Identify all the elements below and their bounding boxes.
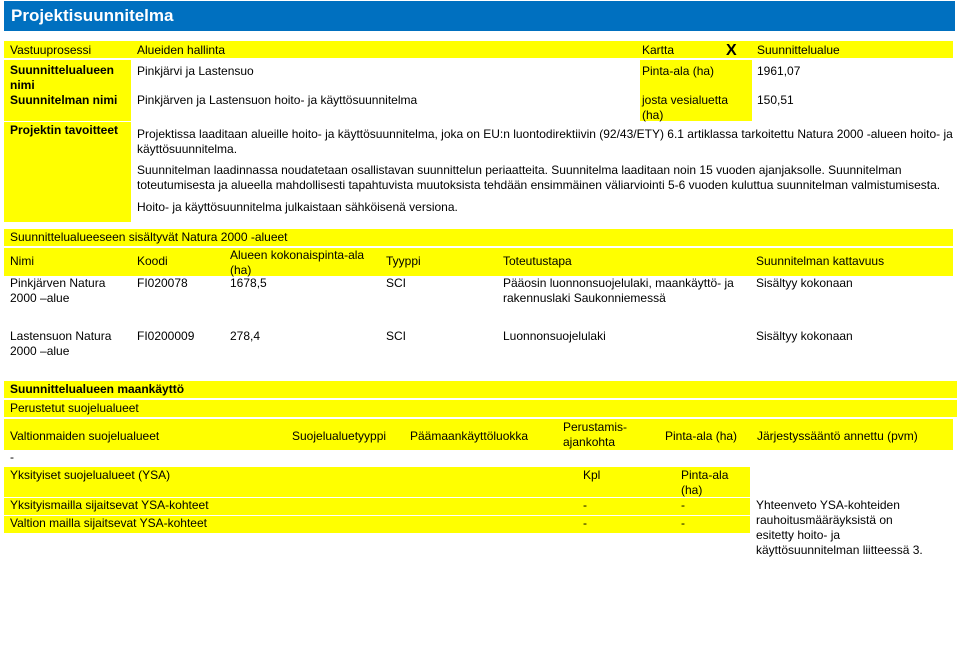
objectives-label: Projektin tavoitteet <box>10 123 119 137</box>
vastuuprosessi-label: Vastuuprosessi <box>10 43 92 57</box>
natura-row1-koodi: FI020078 <box>137 276 188 290</box>
natura-row1-ala: 1678,5 <box>230 276 267 290</box>
plan-name-label: Suunnitelman nimi <box>10 93 118 107</box>
landuse-section-label: Suunnittelualueen maankäyttö <box>4 381 957 398</box>
pinta-ala-value: 1961,07 <box>757 64 801 78</box>
established-label: Perustetut suojelualueet <box>4 400 957 417</box>
kartta-label: Kartta <box>642 43 675 57</box>
vesialue-label: josta vesialuetta (ha) <box>642 93 729 122</box>
natura-section-label: Suunnittelualueeseen sisältyvät Natura 2000 -alueet <box>10 230 288 244</box>
vesialue-value: 150,51 <box>757 93 794 107</box>
suunnittelualue-label: Suunnittelualue <box>757 43 840 57</box>
natura-row1-nimi: Pinkjärven Natura 2000 –alue <box>10 276 106 305</box>
landuse-header-jarjestyssaanto: Järjestyssääntö annettu (pvm) <box>757 429 918 443</box>
area-name-label: Suunnittelualueen nimi <box>10 63 115 92</box>
landuse-header-pinta-ala: Pinta-ala (ha) <box>665 429 738 443</box>
state-protected-value: - <box>10 450 14 464</box>
natura-header-koodi: Koodi <box>137 254 168 268</box>
landuse-header-paamaankaytto: Päämaankäyttöluokka <box>410 429 529 443</box>
natura-row2-nimi: Lastensuon Natura 2000 –alue <box>10 329 112 358</box>
objectives-paragraph-1: Projektissa laaditaan alueille hoito- ja käyttösuunnitelma, joka on EU:n luontodirektiivin (92/43/ETY) 6.1 artiklassa tarkoitettu Natura 2000 -alueen hoito- ja käyttösuunnitelma. <box>137 127 953 156</box>
natura-header-toteutus: Toteutustapa <box>503 254 572 268</box>
ysa-header-label: Yksityiset suojelualueet (YSA) <box>10 468 171 482</box>
natura-row1-kattavuus: Sisältyy kokonaan <box>756 276 853 290</box>
natura-header-tyyppi: Tyyppi <box>386 254 421 268</box>
natura-row2-toteutus: Luonnonsuojelulaki <box>503 329 606 343</box>
ysa-row2-kpl: - <box>583 516 587 530</box>
natura-header-ala: Alueen kokonaispinta-ala (ha) <box>230 248 365 277</box>
ysa-row1-ala: - <box>681 498 685 512</box>
ysa-note: Yhteenveto YSA-kohteiden rauhoitusmääräyksistä on esitetty hoito- ja käyttösuunnitelman liitteessä 3. <box>756 498 923 557</box>
ysa-area-label: Pinta-ala (ha) <box>681 468 729 497</box>
natura-header-kattavuus: Suunnitelman kattavuus <box>756 254 885 268</box>
objectives-paragraph-3: Hoito- ja käyttösuunnitelma julkaistaan sähköisenä versiona. <box>137 200 458 214</box>
kartta-check-mark: X <box>726 42 737 59</box>
vastuuprosessi-value: Alueiden hallinta <box>137 43 226 57</box>
ysa-kpl-label: Kpl <box>583 468 601 482</box>
natura-row2-tyyppi: SCI <box>386 329 407 343</box>
natura-row1-toteutus: Pääosin luonnonsuojelulaki, maankäyttö- ja rakennuslaki Saukonniemessä <box>503 276 734 305</box>
ysa-row2-label: Valtion mailla sijaitsevat YSA-kohteet <box>10 516 207 530</box>
objectives-paragraph-2: Suunnitelman laadinnassa noudatetaan osallistavan suunnittelun periaatteita. Suunnitelma laaditaan noin 15 vuoden ajanjaksolle. Suunnitelman toteutumisesta ja alueella mahdollisesti tapahtuvista muutoksista tehdään ensimmäinen väliarviointi 5-6 vuoden kuluttua suunnitelman valmistumisesta. <box>137 163 941 192</box>
landuse-header-perustamis: Perustamis-ajankohta <box>563 420 628 449</box>
landuse-header-valtion: Valtionmaiden suojelualueet <box>10 429 160 443</box>
area-name-value: Pinkjärvi ja Lastensuo <box>137 64 254 78</box>
natura-row1-tyyppi: SCI <box>386 276 407 290</box>
plan-name-value: Pinkjärven ja Lastensuon hoito- ja käyttösuunnitelma <box>137 93 418 107</box>
ysa-row1-label: Yksityismailla sijaitsevat YSA-kohteet <box>10 498 209 512</box>
pinta-ala-label: Pinta-ala (ha) <box>642 64 715 78</box>
ysa-row1-kpl: - <box>583 498 587 512</box>
landuse-header-tyyppi: Suojelualuetyyppi <box>292 429 387 443</box>
natura-row2-ala: 278,4 <box>230 329 261 343</box>
natura-row2-koodi: FI0200009 <box>137 329 195 343</box>
ysa-row2-ala: - <box>681 516 685 530</box>
natura-header-nimi: Nimi <box>10 254 34 268</box>
page-title: Projektisuunnitelma <box>4 1 955 31</box>
natura-row2-kattavuus: Sisältyy kokonaan <box>756 329 853 343</box>
